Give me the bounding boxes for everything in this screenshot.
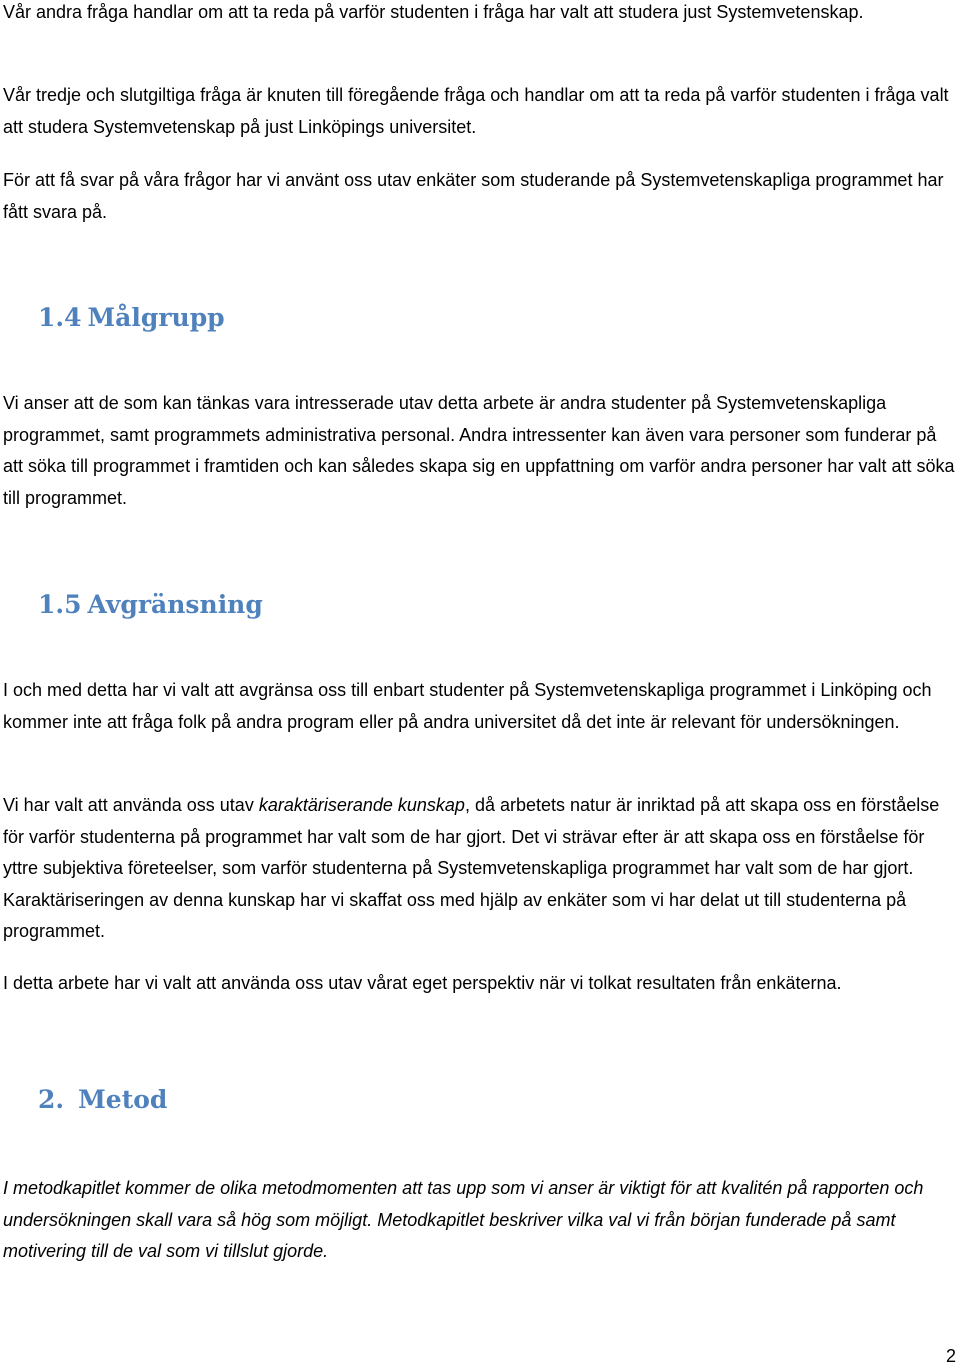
heading-number: 1.4 <box>38 303 82 332</box>
heading-title: Målgrupp <box>87 303 225 332</box>
paragraph-second-question: Vår andra fråga handlar om att ta reda på varför studenten i fråga har valt att studera just Systemvetenskap. <box>3 2 864 22</box>
paragraph-delimitation: I och med detta har vi valt att avgränsa oss till enbart studenter på Systemvetenskapliga programmet i Linköping och kommer inte att fråga folk på andra program eller på andra universitet då det inte är relevant för undersökningen. <box>3 680 932 732</box>
heading-title: Metod <box>78 1085 168 1114</box>
heading-number: 2. <box>38 1085 65 1114</box>
paragraph-method-intro <box>3 1173 955 1268</box>
heading-title: Avgränsning <box>87 590 263 619</box>
text-segment: , då arbetets natur är inriktad på att skapa oss en förståelse för varför studenterna på programmet har valt som de har gjort. Det vi strävar efter är att skapa oss en förståelse för yttre subjektiva företeelser, som varför studenterna på Systemvetenskapliga programmet har valt som de har gjort. Karaktäriseringen av denna kunskap har vi skaffat oss med hjälp av enkäter som vi har delat ut till studenterna på programmet. <box>3 795 940 941</box>
text-segment: Vi har valt att använda oss utav <box>3 795 259 815</box>
paragraph-target-group: Vi anser att de som kan tänkas vara intresserade utav detta arbete är andra studenter på Systemvetenskapliga programmet, samt programmets administrativa personal. Andra intressenter kan även vara personer som funderar på att söka till programmet i framtiden och kan således skapa sig en uppfattning om varför andra personer har valt att söka till programmet. <box>3 393 955 508</box>
emphasis-method-intro: I metodkapitlet kommer de olika metodmomenten att tas upp som vi anser är viktigt för att kvalitén på rapporten och undersökningen skall vara så hög som möjligt. Metodkapitlet beskriver vilka val vi från början funderade på samt motivering till de val som vi tillslut gjorde. <box>3 1178 924 1261</box>
paragraph-survey-method: För att få svar på våra frågor har vi använt oss utav enkäter som studerande på Systemvetenskapliga programmet har fått svara på. <box>3 170 944 222</box>
heading-number: 1.5 <box>38 590 82 619</box>
heading-metod <box>38 1084 167 1116</box>
page-number: 2 <box>945 1346 956 1366</box>
paragraph-knowledge-type <box>3 790 955 948</box>
heading-avgransning <box>38 589 263 621</box>
emphasis-knowledge-term: karaktäriserande kunskap <box>258 795 465 815</box>
paragraph-third-question: Vår tredje och slutgiltiga fråga är knuten till föregående fråga och handlar om att ta reda på varför studenten i fråga valt att studera Systemvetenskap på just Linköpings universitet. <box>3 85 949 137</box>
paragraph-perspective: I detta arbete har vi valt att använda oss utav vårat eget perspektiv när vi tolkat resultaten från enkäterna. <box>3 973 842 993</box>
heading-malgrupp <box>38 302 225 334</box>
